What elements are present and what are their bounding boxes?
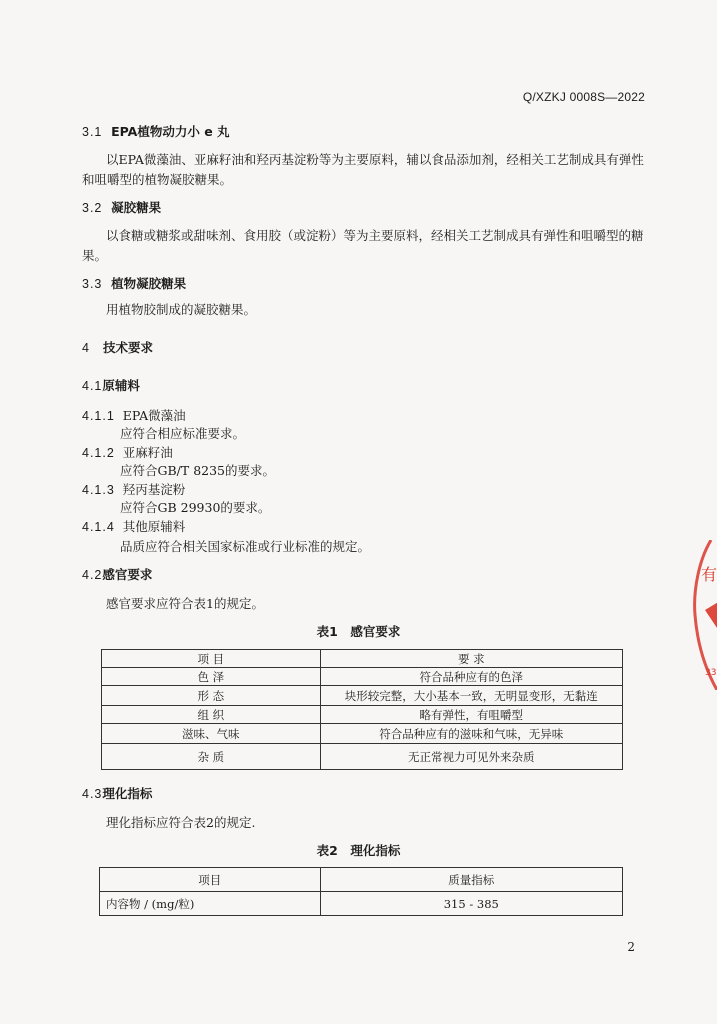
table-cell: 315 - 385 bbox=[320, 892, 622, 916]
section-4-1-heading bbox=[82, 376, 140, 394]
section-title: 植物凝胶糖果 bbox=[111, 276, 187, 291]
section-title: 理化指标 bbox=[102, 786, 153, 801]
clause-title: EPA微藻油 bbox=[122, 408, 186, 423]
section-4-2-heading bbox=[82, 565, 152, 583]
section-title: EPA植物动力小 e 丸 bbox=[111, 124, 230, 139]
clause-number: 4.1.1 bbox=[82, 409, 115, 423]
section-3-1-heading bbox=[82, 122, 230, 140]
clause-number: 4.1.2 bbox=[82, 446, 115, 460]
table-cell: 色 泽 bbox=[102, 668, 321, 686]
table-1-caption: 表1 感官要求 bbox=[316, 624, 401, 639]
clause-4-1-4-heading bbox=[82, 517, 185, 535]
section-number: 3.2 bbox=[82, 201, 103, 215]
table-cell: 略有弹性，有咀嚼型 bbox=[320, 706, 622, 724]
section-number: 3.1 bbox=[82, 125, 103, 139]
table-2-physicochemical-indicators bbox=[99, 867, 623, 916]
section-4-3-heading bbox=[82, 784, 152, 802]
clause-4-1-3-heading bbox=[82, 480, 185, 498]
table-cell: 块形较完整，大小基本一致，无明显变形，无黏连 bbox=[320, 686, 622, 706]
table-row bbox=[102, 668, 623, 686]
table-header-row bbox=[102, 650, 623, 668]
table-cell: 内容物 / (mg/粒) bbox=[100, 892, 321, 916]
clause-number: 4.1.4 bbox=[82, 520, 115, 534]
table-row bbox=[102, 724, 623, 744]
paragraph-line: 理化指标应符合表2的规定. bbox=[106, 815, 256, 830]
company-seal-fragment bbox=[691, 540, 717, 690]
section-number: 4.1 bbox=[82, 379, 103, 393]
table-1-sensory-requirements bbox=[101, 649, 623, 770]
paragraph-line: 果。 bbox=[82, 248, 108, 263]
section-title: 凝胶糖果 bbox=[111, 200, 162, 215]
clause-title: 亚麻籽油 bbox=[122, 445, 173, 460]
table-row bbox=[102, 686, 623, 706]
section-number: 4.3 bbox=[82, 787, 103, 801]
paragraph-line: 用植物胶制成的凝胶糖果。 bbox=[106, 302, 257, 317]
section-number: 3.3 bbox=[82, 277, 103, 291]
section-number: 4 bbox=[82, 341, 90, 355]
clause-body: 品质应符合相关国家标准或行业标准的规定。 bbox=[120, 539, 371, 554]
section-3-3-heading bbox=[82, 274, 186, 292]
table-header-cell: 质量指标 bbox=[320, 868, 622, 892]
clause-title: 羟丙基淀粉 bbox=[122, 482, 186, 497]
section-title: 原辅料 bbox=[102, 378, 140, 393]
svg-text:有: 有 bbox=[701, 565, 717, 584]
document-code: Q/XZKJ 0008S—2022 bbox=[522, 90, 645, 104]
table-header-cell: 项 目 bbox=[102, 650, 321, 668]
table-header-cell: 要 求 bbox=[320, 650, 622, 668]
table-cell: 符合品种应有的滋味和气味，无异味 bbox=[320, 724, 622, 744]
section-3-2-heading bbox=[82, 198, 161, 216]
section-4-heading bbox=[82, 338, 153, 356]
paragraph-line: 以食糖或糖浆或甜味剂、食用胶（或淀粉）等为主要原料，经相关工艺制成具有弹性和咀嚼型的糖 bbox=[106, 228, 644, 243]
clause-number: 4.1.3 bbox=[82, 483, 115, 497]
section-number: 4.2 bbox=[82, 568, 103, 582]
clause-body: 应符合GB 29930的要求。 bbox=[120, 500, 271, 515]
table-cell: 滋味、气味 bbox=[102, 724, 321, 744]
section-title: 技术要求 bbox=[103, 340, 154, 355]
table-header-row bbox=[100, 868, 623, 892]
svg-text:33: 33 bbox=[705, 668, 717, 678]
paragraph-line: 感官要求应符合表1的规定。 bbox=[106, 596, 264, 611]
table-cell: 形 态 bbox=[102, 686, 321, 706]
page-number: 2 bbox=[627, 940, 635, 954]
clause-4-1-1-heading bbox=[82, 406, 186, 424]
paragraph-line: 以EPA微藻油、亚麻籽油和羟丙基淀粉等为主要原料，辅以食品添加剂，经相关工艺制成具有弹性 bbox=[106, 152, 644, 167]
section-title: 感官要求 bbox=[102, 567, 153, 582]
table-row bbox=[102, 744, 623, 770]
table-cell: 无正常视力可见外来杂质 bbox=[320, 744, 622, 770]
paragraph-line: 和咀嚼型的植物凝胶糖果。 bbox=[82, 172, 233, 187]
table-cell: 符合品种应有的色泽 bbox=[320, 668, 622, 686]
table-2-caption: 表2 理化指标 bbox=[316, 843, 401, 858]
clause-title: 其他原辅料 bbox=[122, 519, 186, 534]
table-header-cell: 项目 bbox=[100, 868, 321, 892]
clause-4-1-2-heading bbox=[82, 443, 173, 461]
clause-body: 应符合相应标准要求。 bbox=[120, 426, 246, 441]
table-row bbox=[102, 706, 623, 724]
table-cell: 杂 质 bbox=[102, 744, 321, 770]
clause-body: 应符合GB/T 8235的要求。 bbox=[120, 463, 276, 478]
table-row bbox=[100, 892, 623, 916]
table-cell: 组 织 bbox=[102, 706, 321, 724]
